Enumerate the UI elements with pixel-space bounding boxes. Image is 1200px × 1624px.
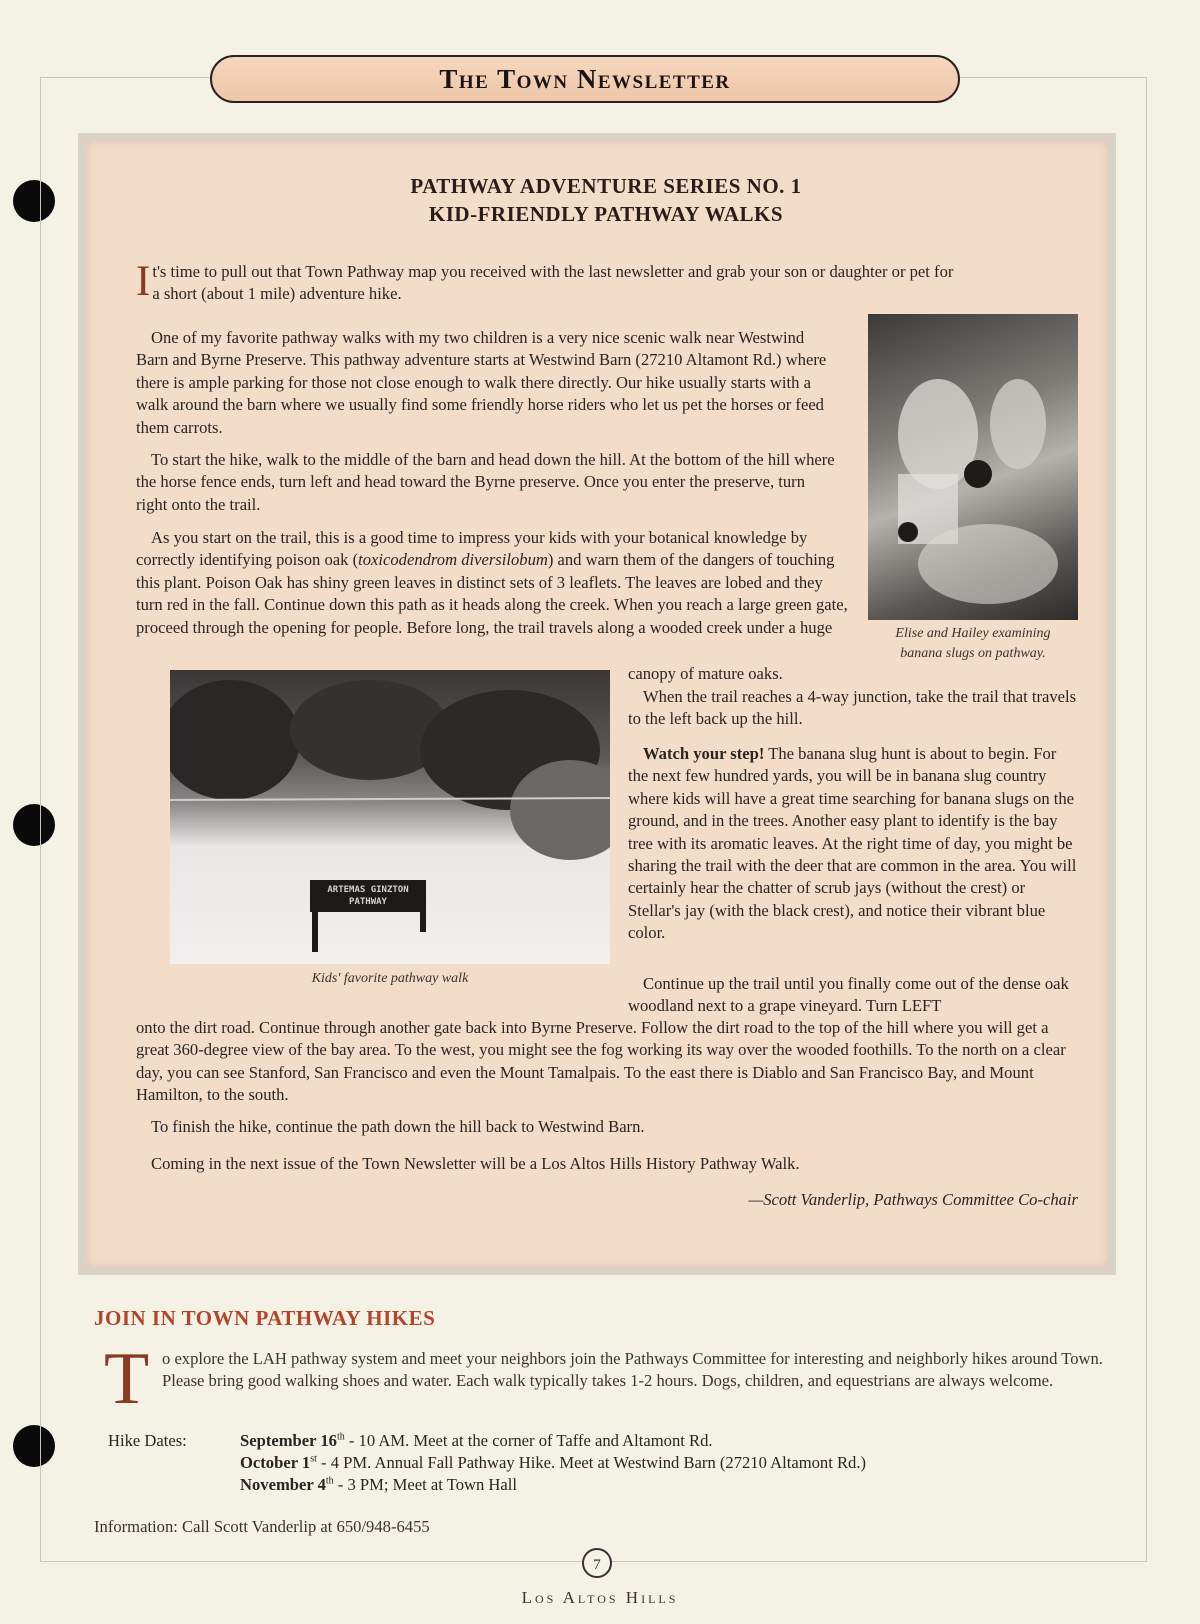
paragraph-8-text: To finish the hike, continue the path down the hill back to Westwind Barn. [151, 1117, 645, 1136]
paragraph-9-text: Coming in the next issue of the Town Newsletter will be a Los Altos Hills History Pathway Walk. [151, 1154, 800, 1173]
hike-date-suffix: th [325, 1475, 334, 1487]
frame-line-right [1146, 77, 1147, 1561]
hike-date: October 1 [240, 1453, 311, 1472]
pathway-sign-line-1: ARTEMAS GINZTON [327, 885, 409, 895]
poison-oak-latin-name: toxicodendrom diversilobum [358, 550, 548, 570]
article-paragraph-3 [136, 449, 838, 516]
article-paragraph-4-end: canopy of mature oaks. [628, 664, 783, 683]
hike-date: November 4 [240, 1475, 326, 1494]
photo-kids-examining-slugs-caption [858, 624, 1088, 664]
article-paragraph-7-start [628, 973, 1078, 1018]
hike-date-row [240, 1475, 517, 1495]
hike-date-detail: - 10 AM. Meet at the corner of Taffe and Altamont Rd. [344, 1431, 713, 1450]
intro-text: t's time to pull out that Town Pathway map you received with the last newsletter and grab your son or daughter or pet for a short (about 1 mile) adventure hike. [152, 262, 954, 304]
pathway-sign [310, 880, 426, 912]
article-headline-line1: PATHWAY ADVENTURE SERIES NO. 1 [410, 174, 802, 198]
paragraph-4-text-b: ) and warn them of the dangers of touching this plant. Poison Oak has shiny green leaves in distinct sets of 3 leaflets. The leaves are lobed and they turn red in the fall. Continue down this path as it heads along the creek. When you reach a large green gate, proceed through the opening for people. Before long, the trail travels along a wooded creek under a huge [136, 550, 848, 637]
newsletter-title-banner: The Town Newsletter [210, 55, 960, 103]
paragraph-3-text: To start the hike, walk to the middle of the barn and head down the hill. At the bottom of the hill where the horse fence ends, turn left and head toward the Byrne preserve. Once you enter the preserve, turn right onto the trail. [136, 450, 835, 514]
binder-hole-icon [13, 1425, 55, 1467]
intro-drop-cap: I [136, 258, 151, 305]
article-paragraph-6 [628, 743, 1078, 945]
paragraph-7-start-text: Continue up the trail until you finally come out of the dense oak woodland next to a grape vineyard. Turn LEFT [628, 974, 1069, 1016]
photo-pathway-trees [170, 670, 610, 964]
frame-line-left [40, 77, 41, 1561]
article-inner [136, 141, 1076, 1267]
hike-date-row [240, 1453, 866, 1473]
photo-kids-examining-slugs [868, 314, 1078, 620]
binder-hole-icon [13, 804, 55, 846]
article-intro [136, 258, 956, 306]
article-paragraph-8 [136, 1116, 1078, 1138]
caption-1-line-2: banana slugs on pathway. [900, 646, 1046, 661]
photo-kids-examining-slugs-image [868, 314, 1078, 620]
article-paragraph-4 [136, 527, 848, 639]
paragraph-5-text: When the trail reaches a 4-way junction, take the trail that travels to the left back up the hill. [628, 687, 1077, 729]
article-paragraph-2 [136, 327, 828, 439]
hike-date-row [240, 1431, 713, 1451]
article-signature: —Scott Vanderlip, Pathways Committee Co-chair [748, 1190, 1078, 1209]
footer-town-name: Los Altos Hills [521, 1588, 679, 1607]
photo-pathway-sign [170, 670, 610, 964]
hike-dates-label: Hike Dates: [108, 1431, 187, 1450]
hike-date-detail: - 4 PM. Annual Fall Pathway Hike. Meet at Westwind Barn (27210 Altamont Rd.) [316, 1453, 866, 1472]
frame-line-top-right [956, 77, 1146, 78]
frame-line-top-left [40, 77, 210, 78]
caption-1-line-1: Elise and Hailey examining [895, 626, 1051, 641]
article-paragraph-5 [628, 686, 1078, 731]
article-paragraph-9 [136, 1153, 1078, 1175]
hike-date-suffix: st [310, 1453, 317, 1465]
article-paragraph-7-rest: onto the dirt road. Continue through another gate back into Byrne Preserve. Follow the dirt road to the top of the hill where you will get a great 360-degree view of the bay area. To the west, you might see the fog working its way over the wooded foothills. To the north on a clear day, you can see Stanford, San Francisco and even the Mount Tamalpais. To the east there is Diablo and San Francisco Bay, and Mount Hamilton, to the south. [136, 1018, 1066, 1105]
pathway-sign-line-2: PATHWAY [349, 897, 387, 907]
hike-date-suffix: th [336, 1431, 345, 1443]
hikes-section-heading: JOIN IN TOWN PATHWAY HIKES [94, 1306, 436, 1330]
page-number: 7 [582, 1548, 612, 1578]
article-box [78, 133, 1116, 1275]
photo-pathway-sign-caption: Kids' favorite pathway walk [311, 971, 469, 986]
binder-hole-icon [13, 180, 55, 222]
hikes-info: Information: Call Scott Vanderlip at 650/948-6455 [94, 1517, 430, 1536]
hike-date: September 16 [240, 1431, 337, 1450]
watch-your-step-bold: Watch your step! [643, 744, 765, 763]
article-headline-line2: KID-FRIENDLY PATHWAY WALKS [428, 202, 784, 226]
paragraph-6-text: The banana slug hunt is about to begin. For the next few hundred yards, you will be in banana slug country where kids will have a great time searching for banana slugs on the ground, and in the trees. Another easy plant to identify is the bay tree with its aromatic leaves. At the right time of day, you might be sharing the trail with the deer that are common in the area. You will certainly hear the chatter of scrub jays (without the crest) or Stellar's jay (with the black crest), and notice their vibrant blue color. [628, 744, 1077, 943]
paragraph-2-text: One of my favorite pathway walks with my two children is a very nice scenic walk near Westwind Barn and Byrne Preserve. This pathway adventure starts at Westwind Barn (27210 Altamont Rd.) where there is ample parking for those not close enough to walk there directly. Our hike usually starts with a walk around the barn where we usually find some friendly horse riders who let us pet the horses or feed them carrots. [136, 328, 827, 437]
paragraph-4-text-a: As you start on the trail, this is a good time to impress your kids with your botanical knowledge by correctly identifying poison oak ( [136, 528, 808, 570]
hikes-drop-cap: T [104, 1338, 150, 1420]
hike-date-detail: - 3 PM; Meet at Town Hall [333, 1475, 518, 1494]
hikes-intro: o explore the LAH pathway system and meet your neighbors join the Pathways Committee for interesting and neighborly hikes around Town. Please bring good walking shoes and water. Each walk typically takes 1-2 hours. Dogs, children, and equestrians are always welcome. [162, 1349, 1103, 1391]
